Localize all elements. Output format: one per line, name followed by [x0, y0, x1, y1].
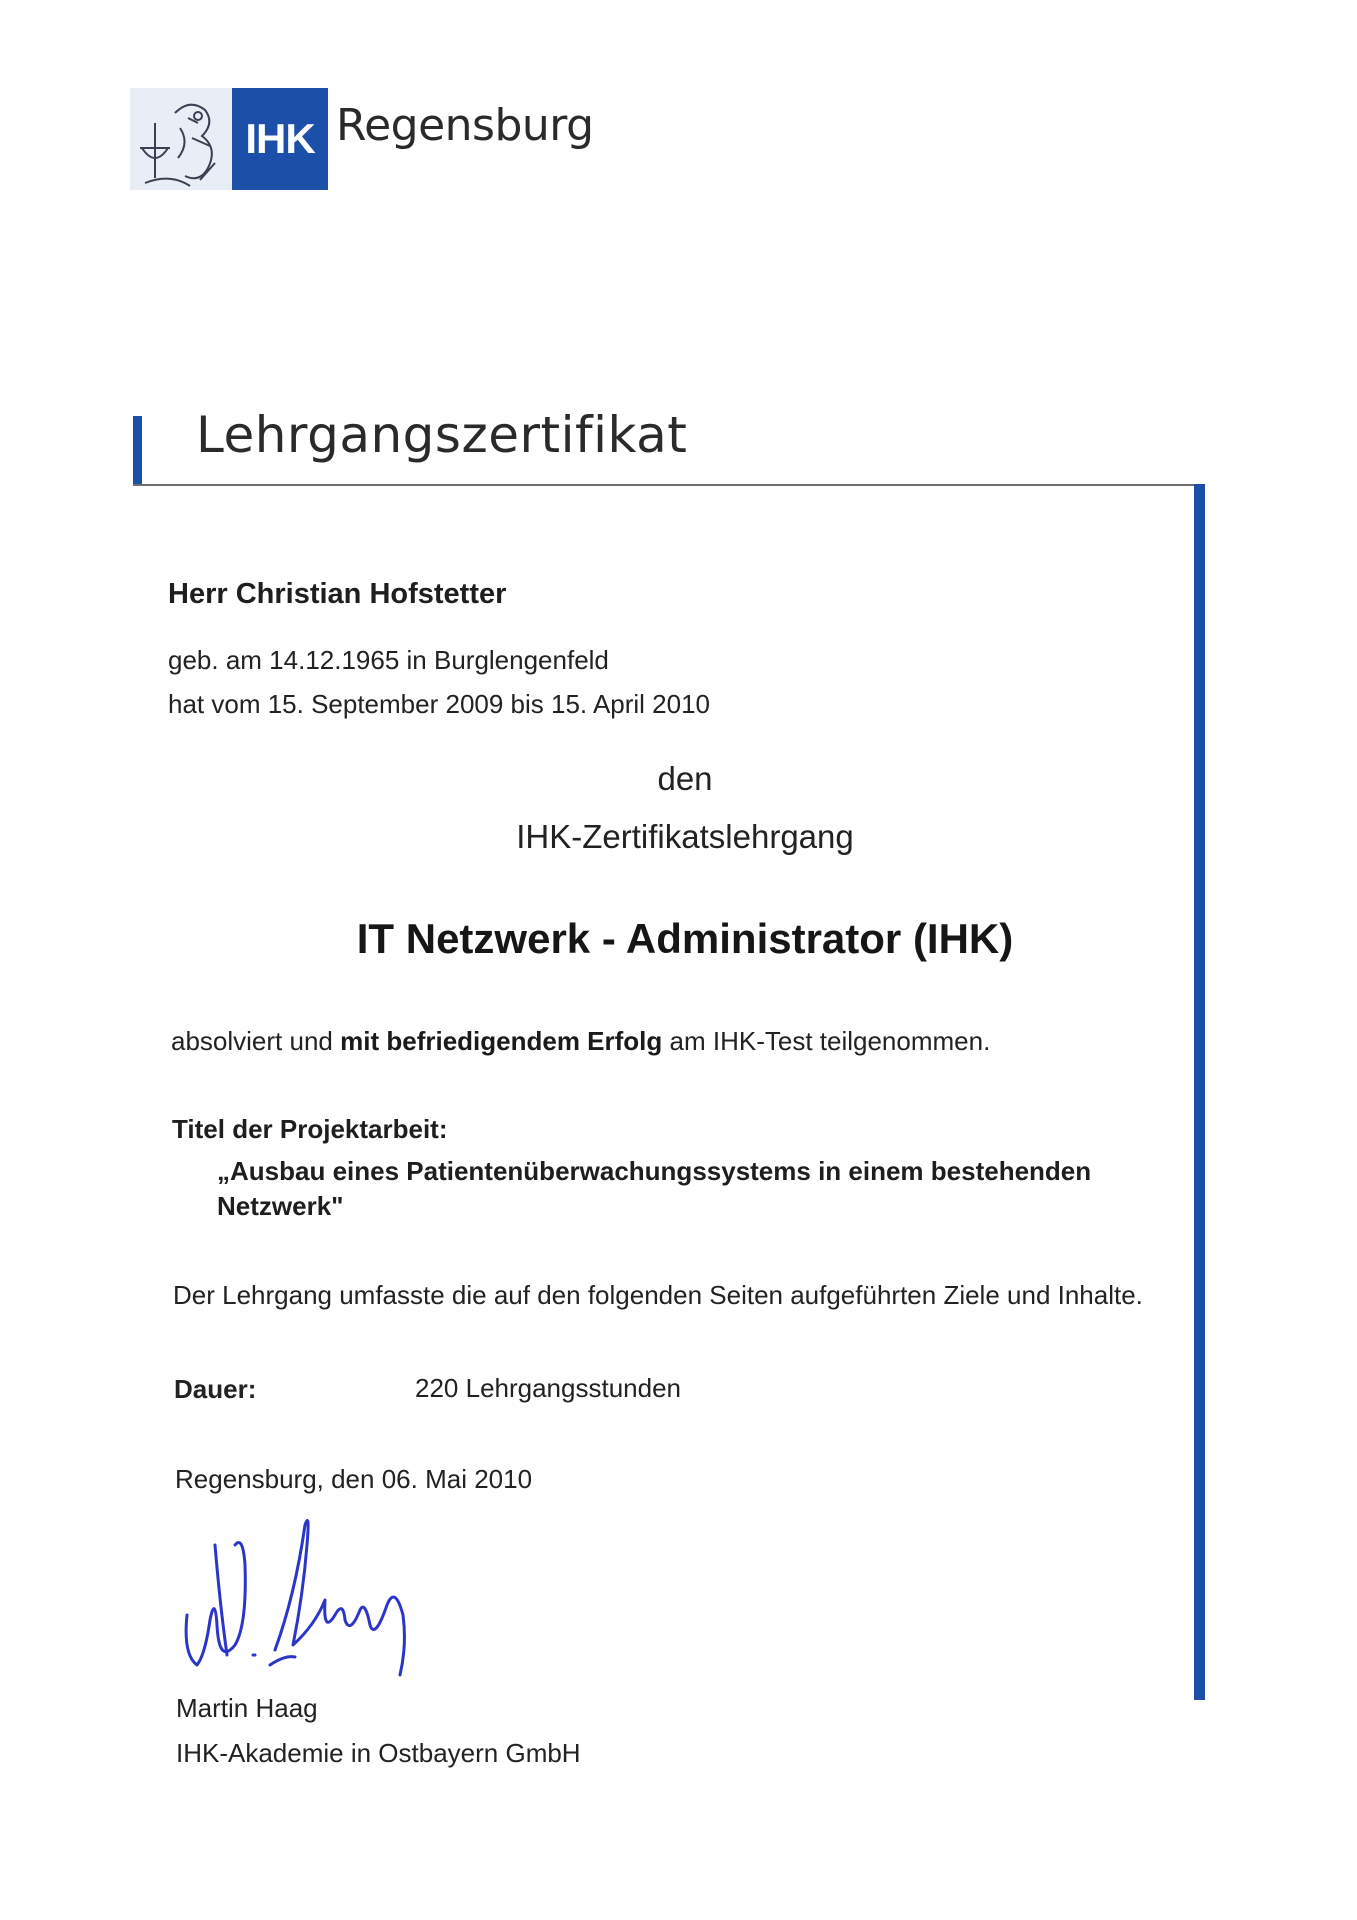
signer-name: Martin Haag: [176, 1693, 318, 1723]
recipient-name: Herr Christian Hofstetter: [168, 578, 507, 610]
ihk-emblem-icon: [130, 88, 232, 190]
period-line: hat vom 15. September 2009 bis 15. April 2010: [168, 689, 711, 719]
title-accent-bar: [133, 416, 142, 486]
duration-label: Dauer:: [174, 1374, 257, 1404]
course-name: IT Netzwerk - Administrator (IHK): [356, 915, 1014, 962]
project-title: „Ausbau eines Patientenüberwachungssystems in einem bestehenden Netzwerk": [217, 1156, 1092, 1221]
place-date: Regensburg, den 06. Mai 2010: [175, 1464, 533, 1494]
result-line: [171, 1026, 990, 1057]
title-divider: [133, 484, 1205, 486]
right-accent-bar: [1194, 484, 1205, 1700]
document-title: Lehrgangszertifikat: [196, 406, 688, 464]
birth-line: geb. am 14.12.1965 in Burglengenfeld: [168, 645, 609, 675]
result-grade: mit befriedigendem Erfolg: [340, 1026, 663, 1056]
course-type: IHK-Zertifikatslehrgang: [516, 818, 854, 855]
article-text: den: [657, 760, 713, 797]
logo-city-name: Regensburg: [336, 100, 594, 151]
duration-value: 220 Lehrgangsstunden: [415, 1373, 682, 1403]
project-heading: Titel der Projektarbeit:: [172, 1114, 448, 1144]
signature-image: [175, 1505, 445, 1685]
result-post: am IHK-Test teilgenommen.: [669, 1026, 991, 1056]
ihk-logo-mark: IHK: [232, 88, 328, 190]
result-pre: absolviert und: [171, 1026, 333, 1056]
signer-organization: IHK-Akademie in Ostbayern GmbH: [176, 1738, 581, 1768]
scope-line: Der Lehrgang umfasste die auf den folgenden Seiten aufgeführten Ziele und Inhalte.: [173, 1280, 1143, 1310]
